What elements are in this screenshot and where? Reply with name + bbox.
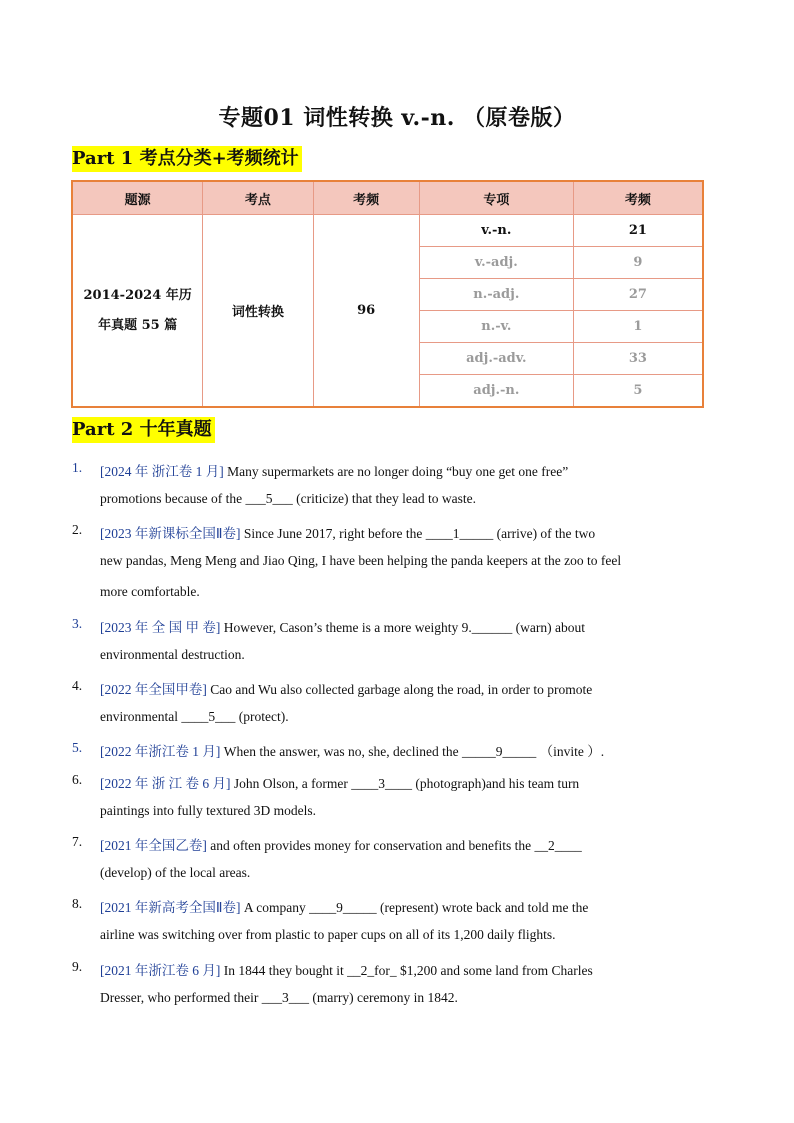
header-source: 题源 (72, 181, 203, 215)
question-source-tag: [2021 年浙江卷 6 月] (100, 963, 221, 978)
question-text-cont: environmental destruction. (100, 647, 245, 662)
count-cell: 5 (573, 375, 703, 408)
question-source-tag: [2022 年浙江卷 1 月] (100, 744, 221, 759)
question-text: Since June 2017, right before the ____1_____ (arrive) of the two (240, 526, 596, 541)
question-text: In 1844 they bought it __2_for_ $1,200 and some land from Charles (220, 963, 593, 978)
question-source-tag: [2022 年全国甲卷] (100, 682, 207, 697)
question-text-cont: promotions because of the ___5___ (criticize) that they lead to waste. (100, 491, 477, 506)
total-cell: 96 (313, 215, 419, 408)
count-cell: 1 (573, 311, 703, 343)
count-cell: 21 (573, 215, 703, 247)
table-row (72, 215, 703, 247)
category-cell: adj.-adv. (419, 343, 573, 375)
header-category: 专项 (419, 181, 573, 215)
category-cell: n.-v. (419, 311, 573, 343)
header-topic: 考点 (203, 181, 313, 215)
question-source-tag: [2021 年全国乙卷] (100, 838, 207, 853)
question-text: Cao and Wu also collected garbage along the road, in order to promote (206, 682, 593, 697)
question-text: and often provides money for conservation and benefits the __2____ (206, 838, 582, 853)
question-text-cont: airline was switching over from plastic to paper cups on all of its 1,200 daily flights. (100, 927, 556, 942)
question-text-cont: environmental ____5___ (protect). (100, 709, 289, 724)
question-number: 1. (72, 460, 83, 475)
question-source-tag: [2022 年 浙 江 卷 6 月] (100, 776, 231, 791)
question-text: Many supermarkets are no longer doing “buy one get one free” (223, 464, 569, 479)
count-cell: 33 (573, 343, 703, 375)
header-frequency: 考频 (313, 181, 419, 215)
question-number: 6. (72, 772, 83, 787)
source-line2: 年真题 55 篇 (98, 317, 178, 333)
category-cell: v.-n. (419, 215, 573, 247)
page-title: 专题01 词性转换 v.-n. （原卷版） (218, 105, 576, 131)
source-cell (72, 215, 203, 408)
question-text-cont: Dresser, who performed their ___3___ (marry) ceremony in 1842. (100, 990, 458, 1005)
category-cell: adj.-n. (419, 375, 573, 408)
question-source-tag: [2023 年 全 国 甲 卷] (100, 620, 221, 635)
category-cell: v.-adj. (419, 247, 573, 279)
topic-cell: 词性转换 (203, 215, 313, 408)
category-cell: n.-adj. (419, 279, 573, 311)
question-number: 3. (72, 616, 83, 631)
question-text-cont: more comfortable. (100, 584, 200, 599)
question-source-tag: [2021 年新高考全国Ⅱ卷] (100, 900, 241, 915)
question-text: However, Cason’s theme is a more weighty 9.______ (warn) about (220, 620, 586, 635)
source-line1: 2014-2024 年历 (83, 287, 192, 303)
question-text-cont: (develop) of the local areas. (100, 865, 251, 880)
question-number: 9. (72, 959, 83, 974)
question-number: 7. (72, 834, 83, 849)
question-text: When the answer, was no, she, declined the _____9_____ （invite ）. (220, 744, 605, 759)
count-cell: 9 (573, 247, 703, 279)
question-number: 8. (72, 896, 83, 911)
header-category-frequency: 考频 (573, 181, 703, 215)
question-number: 2. (72, 522, 83, 537)
part2-heading: Part 2 十年真题 (72, 417, 215, 443)
question-source-tag: [2023 年新课标全国Ⅱ卷] (100, 526, 241, 541)
question-text-cont: new pandas, Meng Meng and Jiao Qing, I have been helping the panda keepers at the zoo to feel (100, 553, 622, 568)
part1-heading: Part 1 考点分类+考频统计 (72, 146, 302, 172)
table-header-row (72, 181, 703, 215)
count-cell: 27 (573, 279, 703, 311)
stats-table (71, 180, 704, 408)
question-text: A company ____9_____ (represent) wrote back and told me the (240, 900, 589, 915)
question-text: John Olson, a former ____3____ (photograph)and his team turn (230, 776, 580, 791)
question-number: 5. (72, 740, 83, 755)
question-number: 4. (72, 678, 83, 693)
question-source-tag: [2024 年 浙江卷 1 月] (100, 464, 224, 479)
question-text-cont: paintings into fully textured 3D models. (100, 803, 316, 818)
